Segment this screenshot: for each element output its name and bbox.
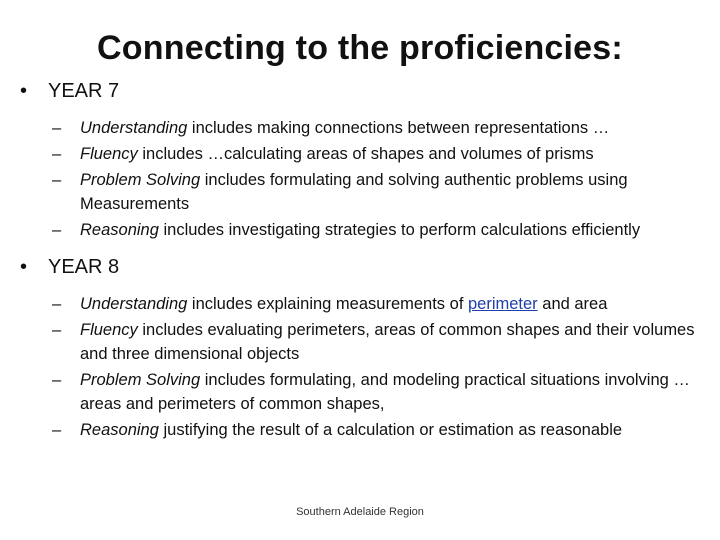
dash-icon: – [52,421,62,439]
proficiency-text: includes investigating strategies to perform calculations efficiently [158,221,641,239]
list-item [20,292,700,316]
perimeter-link[interactable]: perimeter [467,295,538,313]
section-heading-year8 [20,254,700,280]
list-item [20,318,700,366]
list-item [20,168,700,216]
proficiency-text: includes …calculating areas of shapes and volumes of prisms [137,145,594,163]
slide-title: Connecting to the proficiencies: [97,29,623,67]
list-item [20,218,700,242]
year7-list [20,116,700,242]
proficiency-term: Fluency [80,321,138,339]
list-item [20,116,700,140]
proficiency-term: Problem Solving [80,171,201,189]
proficiency-text: justifying the result of a calculation or estimation as reasonable [158,421,623,439]
proficiency-term: Understanding [80,119,188,137]
slide-body [20,78,700,454]
proficiency-text: includes formulating, and modeling practical situations involving … areas and perimeters of common shapes, [80,371,690,413]
proficiency-term: Problem Solving [80,371,201,389]
proficiency-text: and area [537,295,608,313]
list-item [20,142,700,166]
proficiency-term: Reasoning [80,221,159,239]
dash-icon: – [52,321,62,339]
proficiency-term: Reasoning [80,421,159,439]
dash-icon: – [52,221,62,239]
dash-icon: – [52,371,62,389]
list-item [20,368,700,416]
dash-icon: – [52,295,62,313]
dash-icon: – [52,145,62,163]
proficiency-text: includes evaluating perimeters, areas of common shapes and their volumes and three dimensional objects [80,321,695,363]
dash-icon: – [52,119,62,137]
bullet-icon: • [20,256,28,278]
list-item [20,418,700,442]
proficiency-text: includes explaining measurements of [187,295,468,313]
proficiency-term: Fluency [80,145,138,163]
section-heading-label: YEAR 8 [48,256,120,278]
year8-list [20,292,700,442]
bullet-icon: • [20,80,28,102]
section-heading-label: YEAR 7 [48,80,120,102]
proficiency-text: includes formulating and solving authentic problems using Measurements [80,171,628,213]
proficiency-text: includes making connections between representations … [187,119,610,137]
slide-footer: Southern Adelaide Region [296,506,424,518]
proficiency-term: Understanding [80,295,188,313]
section-heading-year7 [20,78,700,104]
dash-icon: – [52,171,62,189]
